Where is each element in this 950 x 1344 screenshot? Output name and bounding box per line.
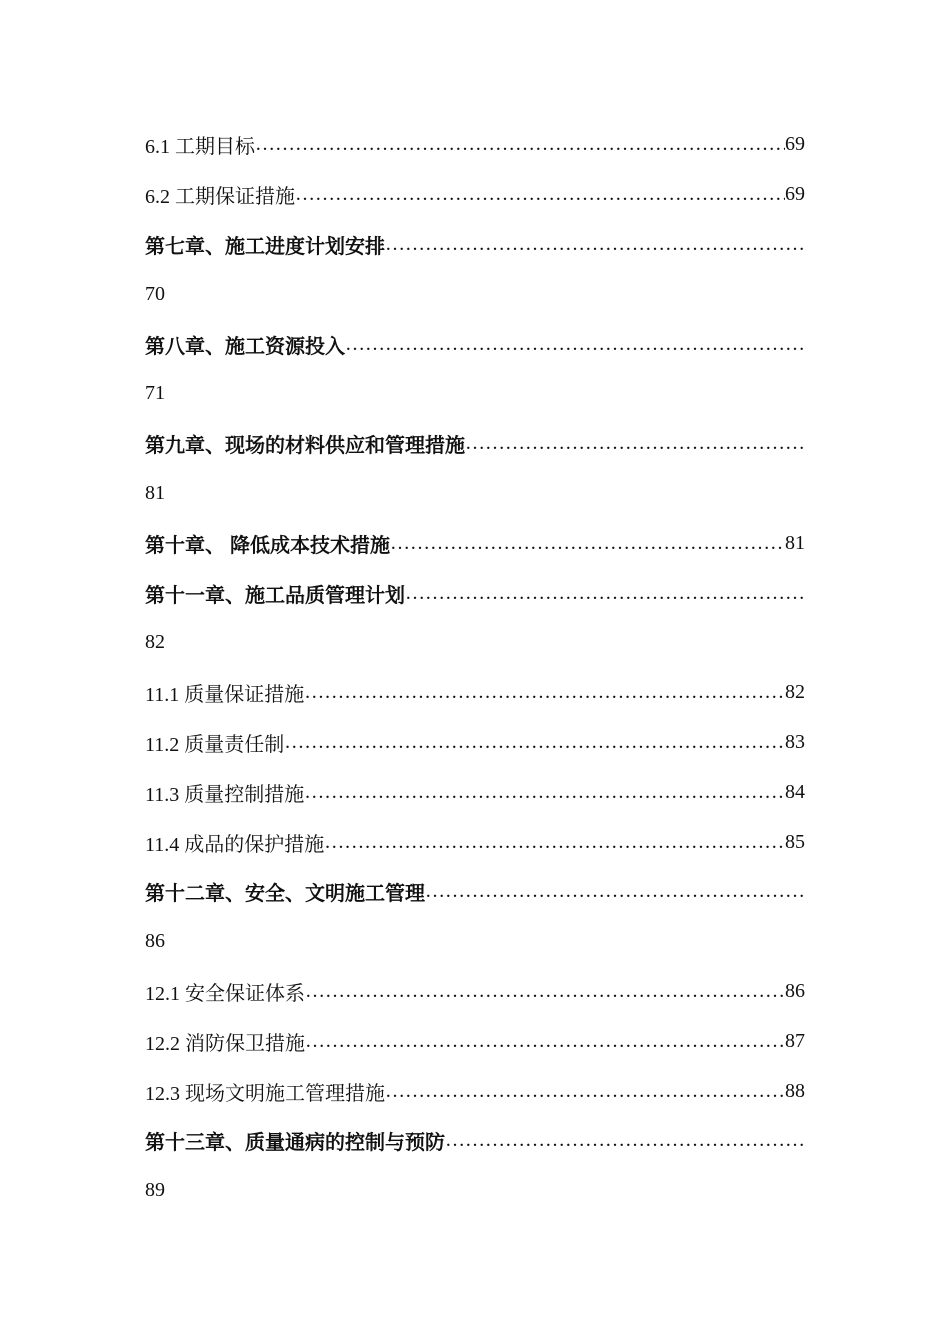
toc-leader-dots (284, 731, 785, 754)
toc-entry-title: 第八章、施工资源投入 (145, 335, 345, 358)
toc-entry[interactable] (145, 867, 805, 917)
toc-entry-page-line (145, 1166, 805, 1216)
toc-entry[interactable] (145, 518, 805, 568)
toc-entry[interactable] (145, 120, 805, 170)
toc-leader-dots (295, 183, 785, 206)
toc-entry[interactable] (145, 1066, 805, 1116)
toc-entry-page: 82 (145, 631, 165, 654)
toc-entry-page-line (145, 269, 805, 319)
toc-entry-title: 11.2 质量责任制 (145, 733, 285, 756)
toc-entry-title: 第十章、 降低成本技术措施 (145, 534, 390, 557)
toc-entry[interactable] (145, 668, 805, 718)
toc-entry-page: 69 (785, 183, 805, 206)
toc-leader-dots (390, 532, 785, 555)
toc-leader-dots (425, 880, 805, 903)
toc-entry-page: 88 (785, 1079, 805, 1102)
toc-leader-dots (465, 432, 805, 455)
toc-entry-page: 71 (145, 382, 165, 405)
toc-entry-title: 12.1 安全保证体系 (145, 982, 305, 1005)
toc-leader-dots (385, 233, 805, 256)
toc-entry-title: 第十二章、安全、文明施工管理 (145, 883, 425, 906)
toc-leader-dots (324, 831, 785, 854)
toc-entry-title: 11.3 质量控制措施 (145, 783, 305, 806)
toc-entry-page: 82 (785, 681, 805, 704)
toc-entry-page: 83 (785, 730, 805, 753)
toc-entry-page-line (145, 618, 805, 668)
toc-leader-dots (345, 333, 805, 356)
table-of-contents (145, 120, 805, 1216)
toc-entry-page: 69 (785, 133, 805, 156)
toc-entry[interactable] (145, 1116, 805, 1166)
toc-entry[interactable] (145, 967, 805, 1017)
toc-entry-page-line (145, 469, 805, 519)
toc-leader-dots (305, 980, 785, 1003)
toc-entry-page: 87 (785, 1029, 805, 1052)
toc-leader-dots (305, 1030, 785, 1053)
toc-entry-page: 81 (785, 531, 805, 554)
toc-entry-title: 第九章、现场的材料供应和管理措施 (145, 435, 465, 458)
toc-entry[interactable] (145, 170, 805, 220)
toc-leader-dots (255, 133, 785, 156)
toc-entry-page: 70 (145, 282, 165, 305)
toc-entry-title: 6.1 工期目标 (145, 136, 255, 159)
toc-entry-page: 84 (785, 780, 805, 803)
toc-entry[interactable] (145, 817, 805, 867)
toc-entry[interactable] (145, 568, 805, 618)
toc-entry-title: 第十三章、质量通病的控制与预防 (145, 1132, 445, 1155)
toc-entry-title: 第十一章、施工品质管理计划 (145, 584, 405, 607)
toc-entry-title: 6.2 工期保证措施 (145, 186, 295, 209)
toc-entry[interactable] (145, 718, 805, 768)
toc-entry-title: 12.3 现场文明施工管理措施 (145, 1082, 385, 1105)
toc-entry[interactable] (145, 419, 805, 469)
toc-leader-dots (405, 582, 805, 605)
toc-entry[interactable] (145, 220, 805, 270)
toc-entry-page-line (145, 369, 805, 419)
toc-entry-title: 11.4 成品的保护措施 (145, 833, 325, 856)
toc-entry[interactable] (145, 1016, 805, 1066)
toc-leader-dots (304, 781, 785, 804)
toc-entry-page: 81 (145, 481, 165, 504)
toc-entry-title: 11.1 质量保证措施 (145, 684, 305, 707)
toc-entry-title: 12.2 消防保卫措施 (145, 1032, 305, 1055)
toc-entry-page: 85 (785, 830, 805, 853)
toc-leader-dots (445, 1129, 805, 1152)
toc-leader-dots (385, 1080, 785, 1103)
toc-entry[interactable] (145, 767, 805, 817)
toc-entry-title: 第七章、施工进度计划安排 (145, 235, 385, 258)
toc-entry-page-line (145, 917, 805, 967)
toc-entry[interactable] (145, 319, 805, 369)
toc-entry-page: 89 (145, 1179, 165, 1202)
toc-leader-dots (304, 681, 785, 704)
toc-entry-page: 86 (785, 979, 805, 1002)
toc-entry-page: 86 (145, 930, 165, 953)
